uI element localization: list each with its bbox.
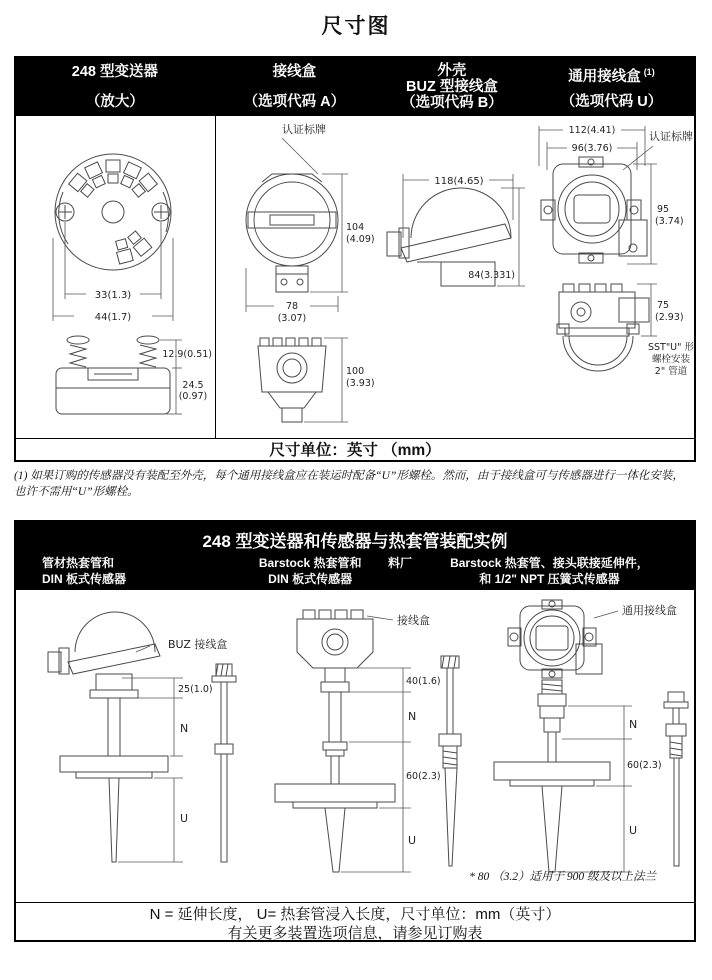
dim-label: 95 (657, 204, 670, 215)
junction-box-assembly (275, 610, 395, 872)
assembly-middle-drawing (245, 594, 472, 894)
col-label-line: 和 1/2" NPT 压簧式传感器 (479, 572, 620, 586)
assembly-table-header (16, 522, 694, 590)
assembly-table-footer (16, 902, 694, 942)
header-line: （选项代码 U） (560, 94, 663, 110)
universal-head-assembly (494, 600, 610, 872)
assembly-left-dims (118, 678, 183, 862)
footnote-ref: (1) (643, 67, 655, 77)
header-line: （选项代码 A） (243, 94, 346, 110)
dim-label: 24.5 (182, 380, 204, 391)
dimension-table-body (16, 116, 694, 438)
buz-housing-drawing (383, 158, 548, 303)
legend-line: 有关更多装置选项信息，请参见订购表 (227, 925, 483, 942)
dim-label: (2.93) (655, 312, 684, 323)
units-footer: 尺寸单位：英寸 （mm） (16, 438, 694, 463)
head-label: 通用接线盒 (622, 604, 677, 617)
dim-label: 104 (346, 222, 365, 233)
header-col-transmitter (16, 58, 214, 116)
assembly-table (14, 520, 696, 942)
dim-label: (3.93) (346, 378, 375, 389)
header-line: 248 型变送器 (71, 64, 159, 80)
head-label: BUZ 接线盒 (168, 638, 228, 651)
footnote-line: (1) 如果订购的传感器没有装配至外壳，每个通用接线盒应在装运时配备“U”形螺栓。然而，由于接线盒可与传感器进行一体化安装， (14, 470, 684, 482)
header-line (568, 65, 654, 85)
column-divider (215, 116, 216, 438)
header-line: BUZ 型接线盒 (406, 78, 498, 95)
mount-note: SST"U" 形 (647, 342, 695, 353)
junction-box-drawing (218, 116, 380, 438)
dim-label: 25(1.0) (178, 684, 213, 695)
header-col-junction-box (214, 58, 375, 116)
dimension-table-header (16, 58, 694, 116)
cert-tag-label: 认证标牌 (649, 130, 693, 143)
dim-label: 75 (657, 300, 670, 311)
mount-note: 螺栓安装 (651, 354, 691, 365)
flange-footnote: * 80 （3.2）适用于 900 级及以上法兰 (469, 871, 656, 883)
col-label-line: Barstock 热套管、接头联接延伸件， (450, 556, 649, 570)
universal-front-view (541, 157, 647, 263)
footnote-1 (14, 468, 698, 500)
transmitter-drawing (16, 116, 215, 438)
dim-label: 78 (285, 301, 299, 312)
header-line-text: 通用接线盒 (568, 68, 641, 85)
mount-note: 2" 管道 (654, 366, 688, 377)
dim-label: N (180, 722, 189, 735)
cert-tag-leader (282, 138, 318, 174)
assembly-table-body (16, 590, 694, 902)
transmitter-side-view (56, 336, 170, 414)
dim-label: (0.97) (178, 391, 208, 402)
dim-label: U (408, 834, 417, 847)
universal-head-drawing (531, 116, 703, 438)
dim-label: N (408, 710, 417, 723)
dim-label: 96(3.76) (571, 143, 613, 154)
assembly-left-drawing (18, 594, 245, 894)
dim-label: 100 (346, 366, 365, 377)
dim-label: (4.09) (346, 234, 375, 245)
col-label-line: DIN 板式传感器 (42, 572, 127, 586)
dim-label: 60(2.3) (627, 760, 662, 771)
junction-box-side-view (258, 338, 326, 422)
buz-head-assembly (48, 612, 168, 862)
assembly-col-barstock-din (215, 555, 404, 587)
col-label-line: Barstock 热套管和 (258, 556, 362, 570)
stray-text-fragment: 料厂 (388, 556, 413, 570)
universal-side-view (557, 284, 649, 371)
assembly-right-dims (558, 706, 632, 872)
dimension-table (14, 56, 696, 462)
dim-label: 112(4.41) (568, 125, 616, 136)
assembly-column-labels (16, 555, 694, 587)
cert-tag-label: 认证标牌 (282, 123, 326, 136)
dim-label: 12.9(0.51) (162, 349, 212, 360)
dim-label: 40(1.6) (406, 676, 441, 687)
header-line: （放大） (85, 94, 144, 110)
dim-label: 33(1.3) (94, 290, 132, 301)
col-label-line: DIN 板式传感器 (268, 572, 353, 586)
dim-label: N (629, 718, 638, 731)
assembly-table-title: 248 型变送器和传感器与热套管装配实例 (202, 532, 508, 551)
din-sensor-element (212, 664, 236, 862)
npt-sensor-element (664, 692, 688, 866)
header-line: 外壳 (437, 62, 467, 79)
header-line: （选项代码 B） (401, 94, 503, 111)
dim-label: 44(1.7) (94, 312, 132, 323)
page-title: 尺寸图 (321, 15, 391, 38)
dim-label: U (629, 824, 638, 837)
transmitter-dims (53, 222, 173, 321)
head-label-leader (594, 611, 618, 618)
assembly-col-pipe (16, 555, 215, 587)
head-label: 接线盒 (397, 614, 430, 627)
header-col-universal (529, 58, 694, 116)
barstock-sensor-element (439, 656, 461, 866)
junction-box-front-view (246, 174, 338, 292)
footnote-line: 也许不需用“U”形螺栓。 (14, 486, 139, 498)
universal-side-dims (637, 284, 657, 336)
dim-label: (3.07) (277, 313, 307, 324)
transmitter-top-view (55, 154, 171, 270)
legend-line: N = 延伸长度， U= 热套管浸入长度，尺寸单位：mm（英寸） (149, 906, 561, 923)
dim-label: 60(2.3) (406, 771, 441, 782)
dim-label: 84(3.331) (468, 270, 515, 281)
assembly-right-drawing (472, 594, 698, 894)
dim-label: U (180, 812, 189, 825)
assembly-middle-dims (341, 668, 411, 872)
dim-label: (3.74) (655, 216, 684, 227)
dim-label: 118(4.65) (434, 176, 484, 187)
assembly-col-barstock-npt (405, 555, 694, 587)
header-line: 接线盒 (272, 64, 317, 80)
col-label-line: 管材热套管和 (42, 556, 115, 570)
header-col-buz (375, 58, 529, 116)
